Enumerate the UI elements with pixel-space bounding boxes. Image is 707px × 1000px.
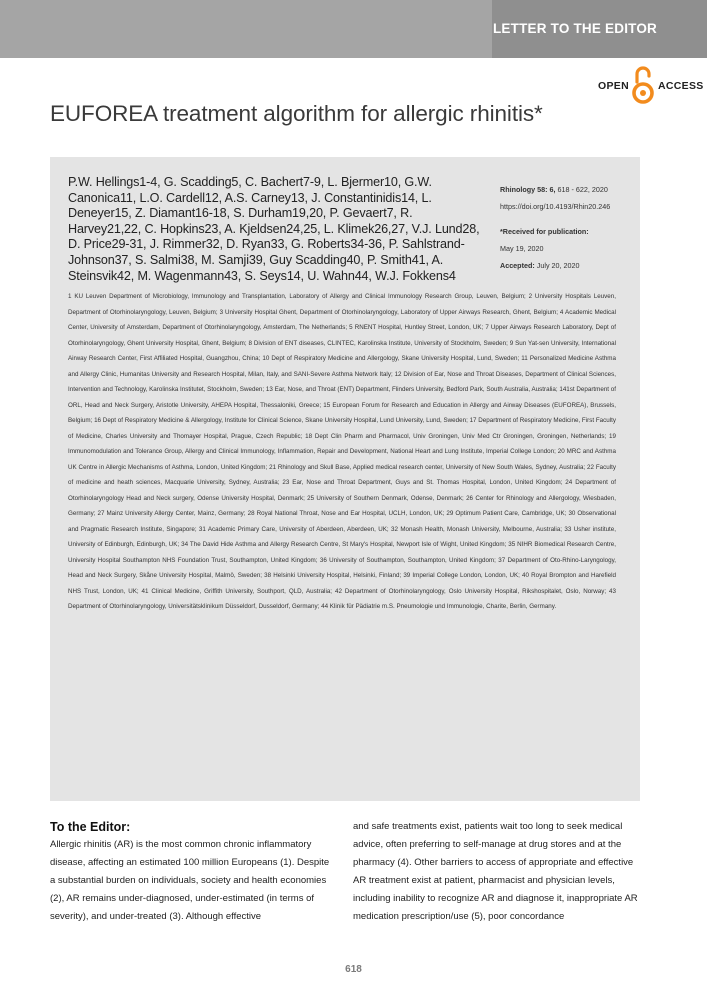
author-list: P.W. Hellings1-4, G. Scadding5, C. Bachert7-9, L. Bjermer10, G.W. Canonica11, L.O. Cardell12, A.S. Carney13, J. Constantinidis14, L. Deneyer15, Z. Diamant16-18, S. Durham19,20, P. Gevaert7, R. Harvey21,22, C. Hopkins23, A. Kjeldsen24,25, L. Klimek26,27, V.J. Lund28, D. Price29-31, J. Rimmer32, D. Ryan33, G. Roberts34-36, P. Sahlstrand-Johnson37, S. Salmi38, M. Samji39, Guy Scadding40, P. Smith41, A. Steinsvik42, M. Wagenmann43, S. Seys14, U. Wahn44, W.J. Fokkens4 [68,175,480,283]
body-column-right [353,818,643,926]
section-badge [492,0,707,58]
section-label: LETTER TO THE EDITOR [492,21,657,36]
author-info-box [50,157,640,801]
accepted-label: Accepted: [500,261,535,270]
journal-label: Rhinology 58: 6, [500,185,556,194]
article-meta [500,181,640,274]
received-date: May 19, 2020 [500,244,544,253]
letter-heading: To the Editor: [50,820,131,834]
body-paragraph-left: Allergic rhinitis (AR) is the most common chronic inflammatory disease, affecting an estimated 100 million Europeans (1). Despite a substantial burden on individuals, society and health economies (2), AR remains under-diagnosed, under-estimated (in terms of severity), and under-treated (3). Although effective [50,839,330,922]
page-number: 618 [345,964,362,975]
header-band [0,0,707,58]
open-access-logo [598,66,707,110]
article-title: EUFOREA treatment algorithm for allergic rhinitis* [50,101,543,126]
affiliations: 1 KU Leuven Department of Microbiology, Immunology and Transplantation, Laboratory of Allergy and Clinical Immunology Research Group, Leuven, Belgium; 2 University Hospitals Leuven, Department of Otorhinolaryngology, Leuven, Belgium; 3 University Hospital Ghent, Department of Otorhinolaryngology, Laboratory of Upper Airways Research, Ghent, Belgium; 4 Academic Medical Center, University of Amsterdam, Department of Otorhinolaryngology, Amsterdam, The Netherlands; 5 RNENT Hospital, Huntley Street, London, UK; 7 Upper Airways Research Laboratory, Dept of Otorhinolaryngology, Ghent University Hospital, Ghent, Belgium; 8 Division of ENT diseases, CLINTEC, Karolinska Institute, University of Stockholm, Sweden; 9 Sun Yat-sen University, International Airway Research Center, First Affiliated Hospital, Guangzhou, China; 10 Dept of Respiratory Medicine and Allergology, Skane University Hospital, Lund, Sweden; 11 Personalized Medicine Asthma and Allergy Clinic, Humanitas University and Research Hospital, Milan, Italy, and SANI-Severe Asthma Network Italy; 12 Division of Ear, Nose and Throat Diseases, Department of Clinical Sciences, Intervention and Technology, Karolinska Institutet, Stockholm, Sweden; 13 Ear, Nose, and Throat (ENT) Department, Flinders University, Bedford Park, South Australia, Australia; 141st Department of ORL, Head and Neck Surgery, Aristotle University, AHEPA Hospital, Thessaloniki, Greece; 15 European Forum for Research and Education in Allergy and Airway Diseases (EUFOREA), Brussels, Belgium; 16 Dept of Respiratory Medicine & Allergology, Institute for Clinical Science, Skane University Hospital, Lund University, Lund, Sweden; 17 Department of Respiratory Medicine, First Faculty of Medicine, Charles University and Thomayer Hospital, Prague, Czech Republic; 18 Dept Clin Pharm and Pharmacol, Univ Groningen, Univ Med Ctr Groningen, Groningen, Netherlands; 19 Immunomodulation and Tolerance Group, Allergy and Clinical Immunology, Inflammation, Repair and Development, National Heart and Lung Institute, Imperial College London; 20 MRC and Asthma UK Centre in Allergic Mechanisms of Asthma, London, United Kingdom; 21 Rhinology and Skull Base, Applied medical research center, University of New South Wales, Sydney, Australia; 22 Faculty of medicine and heath sciences, Macquarie University, Sydney, Australia; 23 Ear, Nose and Throat Department, Guys and St. Thomas Hospital, London, United Kingdom; 24 Department of Otorhinolaryngology Head and Neck surgery, Odense University Hospital, Denmark; 25 University of Southern Denmark, Odense, Denmark; 26 Center for Rhinology and Allergology, Wiesbaden, Germany; 27 Mainz University Allergy Center, Mainz, Germany; 28 Royal National Throat, Nose and Ear Hospital, UCLH, London, UK; 29 Optimum Patient Care, Cambridge, UK; 30 Observational and Pragmatic Research Institute, Singapore; 31 Academic Primary Care, University of Aberdeen, Aberdeen, UK; 32 Monash Health, Monash University, Melbourne, Australia; 33 Usher institute, University of Edinburgh, Edinburgh, UK; 34 The David Hide Asthma and Allergy Research Centre, St Mary's Hospital, Newport Isle of Wight, United Kingdom; 35 NIHR Biomedical Research Centre, University Hospital Southampton NHS Foundation Trust, Southampton, United Kingdom; 36 University of Southampton, Southampton, United Kingdom; 37 Department of Oto-Rhino-Laryngology, Head and Neck Surgery, Skåne University Hospital, Malmö, Sweden; 38 Helsinki University Hospital, Helsinki, Finland; 39 Imperial College London, London, UK; 40 Royal Brompton and Harefield NHS Trust, London, UK; 41 Clinical Medicine, Griffith University, Southport, QLD, Australia; 42 Department of Otorhinolaryngology, Oslo University Hospital, Rikshospitalet, Oslo, Norway; 43 Department of Otorhinolaryngology, Universitätsklinikum Düsseldorf, Dusseldorf, Germany; 44 Klinik für Pädiatrie m.S. Pneumologie und Immunologie, Charite, Berlin, Germany. [68,293,616,610]
accepted-date: July 20, 2020 [536,261,580,270]
doi-link[interactable]: https://doi.org/10.4193/Rhin20.246 [500,202,611,211]
open-label: OPEN [598,80,629,92]
journal-pages: 618 - 622, 2020 [557,185,608,194]
journal-citation [500,181,640,198]
body-column-left [50,818,333,926]
body-paragraph-right: and safe treatments exist, patients wait too long to seek medical advice, often preferring to self-manage at drug stores and at the pharmacy (4). Other barriers to access of appropriate and effective AR treatment exist at patient, pharmacist and physician levels, including inability to recognize AR and diagnose it, inappropriate AR medication prescription/use (5), poor concordance [353,821,638,922]
access-label: ACCESS [658,80,704,92]
open-lock-icon [632,66,654,106]
received-label: *Received for publication: [500,227,589,236]
